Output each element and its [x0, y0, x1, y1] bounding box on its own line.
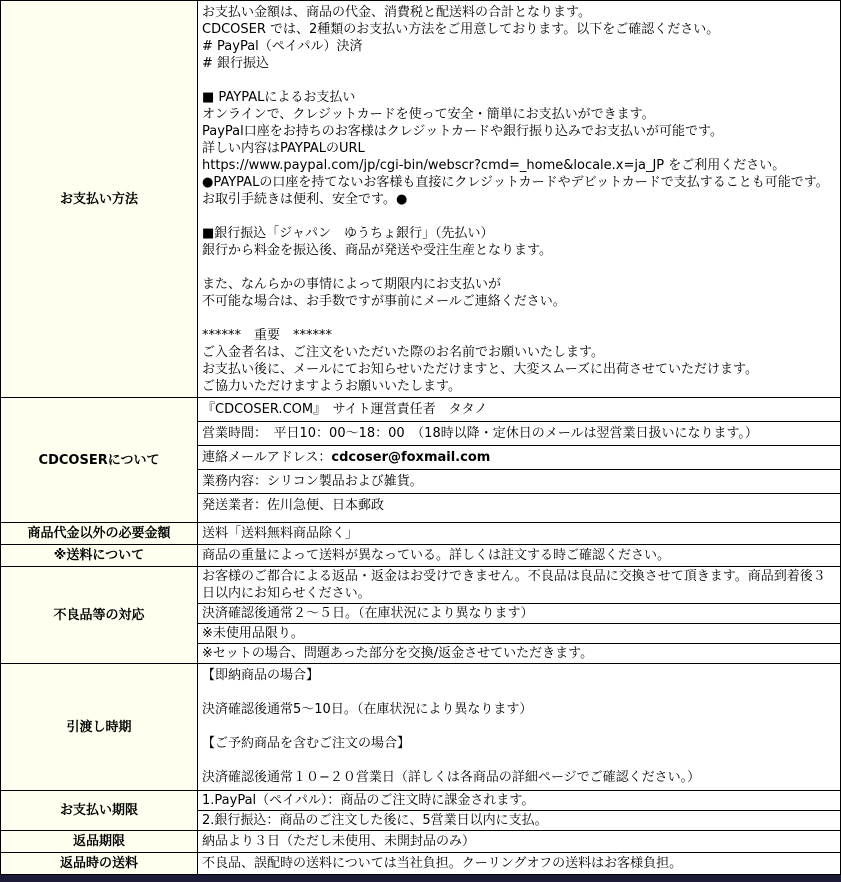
text-line: CDCOSER では、2種類のお支払い方法をご用意しております。以下をご確認ください。 — [202, 22, 720, 37]
return-period-text: 納品より３日（ただし未使用、未開封品のみ） — [198, 831, 840, 852]
text-line: 銀行から料金を振込後、商品が発送や受注生産となります。 — [202, 243, 552, 258]
about-contact — [198, 445, 840, 469]
defective-label: 不良品等の対応 — [1, 567, 198, 663]
extra-fee-text: 送料「送料無料商品除く」 — [198, 523, 840, 544]
payment-method-content — [198, 1, 840, 397]
text-line — [202, 752, 836, 769]
text-line: お取引手続きは便利、安全です。● — [202, 192, 408, 207]
defective-processing-time: 決済確認後通常２〜５日。（在庫状況により異なります） — [198, 603, 840, 623]
about-shipping-carriers: 発送業者：佐川急便、日本郵政 — [198, 493, 840, 517]
text-line: ****** 重要 ****** — [202, 328, 333, 343]
contact-prefix: 連絡メールアドレス： — [202, 450, 332, 465]
deadline-label: お支払い期限 — [1, 791, 198, 830]
text-line — [202, 718, 836, 735]
row-return-period — [1, 831, 840, 853]
text-line: ■銀行振込「ジャパン ゆうちょ銀行」（先払い） — [202, 226, 494, 241]
row-extra-fee — [1, 523, 840, 545]
contact-email: cdcoser@foxmail.com — [331, 450, 491, 465]
return-shipping-text: 不良品、誤配時の送料については当社負担。クーリングオフの送料はお客様負担。 — [198, 853, 840, 874]
payment-method-label: お支払い方法 — [1, 1, 198, 397]
row-shipping-fee — [1, 545, 840, 567]
text-line — [202, 208, 836, 225]
text-line: また、なんらかの事情によって期限内にお支払いが — [202, 277, 502, 292]
text-line: 【即納商品の場合】 — [202, 668, 320, 683]
text-line: # 銀行振込 — [202, 56, 270, 71]
footer-bar — [0, 875, 841, 882]
defective-content — [198, 567, 840, 663]
defective-set-note: ※セットの場合、問題あった部分を交換/返金させていただきます。 — [198, 643, 840, 663]
text-line: お支払い後に、メールにてお知らせいただけますと、大変スムーズに出荷させていただけます。 — [202, 362, 759, 377]
text-line: お支払い金額は、商品の代金、消費税と配送料の合計となります。 — [202, 5, 591, 20]
about-operator: 『CDCOSER.COM』 サイト運営責任者 タタノ — [202, 402, 488, 417]
return-shipping-label: 返品時の送料 — [1, 853, 198, 874]
shipping-fee-label: ※送料について — [1, 545, 198, 566]
return-period-label: 返品期限 — [1, 831, 198, 852]
row-return-shipping — [1, 853, 840, 874]
row-delivery-time — [1, 664, 840, 791]
text-line: # PayPal（ペイパル）決済 — [202, 39, 363, 54]
text-line: ご入金者名は、ご注文をいただいた際のお名前でお願いいたします。 — [202, 345, 604, 360]
delivery-label: 引渡し時期 — [1, 664, 198, 790]
text-line: 決済確認後通常5〜10日。（在庫状況により異なります） — [202, 702, 533, 717]
shipping-fee-text: 商品の重量によって送料が異なっている。詳しくは註文する時ご確認ください。 — [198, 545, 840, 566]
row-payment-deadline — [1, 791, 840, 831]
text-line: ●PAYPALの口座を持てないお客様も直接にクレジットカードやデビットカードで支払することも可能です。 — [202, 175, 829, 190]
about-label: CDCOSERについて — [1, 398, 198, 522]
about-content — [198, 398, 840, 522]
defective-unused-only: ※未使用品限り。 — [198, 623, 840, 643]
text-line — [202, 72, 836, 89]
text-line — [202, 310, 836, 327]
extra-fee-label: 商品代金以外の必要金額 — [1, 523, 198, 544]
text-line: ご協力いただけますようお願いいたします。 — [202, 379, 461, 394]
row-about-cdcoser — [1, 398, 840, 523]
delivery-content — [198, 664, 840, 790]
text-line: 【ご予約商品を含むご注文の場合】 — [202, 736, 411, 751]
text-line: 不可能な場合は、お手数ですが事前にメールご連絡ください。 — [202, 294, 566, 309]
text-line — [202, 259, 836, 276]
about-hours: 営業時間： 平日10：00〜18：00 （18時以降・定休日のメールは翌営業日扱いになります。） — [198, 421, 840, 445]
row-defective-goods — [1, 567, 840, 664]
defective-policy: お客様のご都合による返品・返金はお受けできません。不良品は良品に交換させて頂きます。商品到着後３日以内にお知らせください。 — [202, 569, 826, 601]
text-line — [202, 684, 836, 701]
text-line: ■ PAYPALによるお支払い — [202, 90, 356, 105]
deadline-bank: 2.銀行振込：商品のご注文した後に、5営業日以内に支払。 — [198, 810, 840, 830]
text-line: オンラインで、クレジットカードを使って安全・簡単にお支払いができます。 — [202, 107, 655, 122]
deadline-paypal: 1.PayPal（ペイパル）：商品のご注文時に課金されます。 — [202, 793, 535, 808]
about-business: 業務内容：シリコン製品および雑貨。 — [198, 469, 840, 493]
row-payment-method — [1, 1, 840, 398]
text-line: PayPal口座をお持ちのお客様はクレジットカードや銀行振り込みでお支払いが可能です。 — [202, 124, 723, 139]
text-line: 決済確認後通常１０−２０営業日（詳しくは各商品の詳細ページでご確認ください。） — [202, 770, 701, 785]
deadline-content — [198, 791, 840, 830]
text-line: 詳しい内容はPAYPALのURL — [202, 141, 365, 156]
text-line: https://www.paypal.com/jp/cgi-bin/webscr?cmd=_home&locale.x=ja_JP をご利用ください。 — [202, 158, 786, 173]
